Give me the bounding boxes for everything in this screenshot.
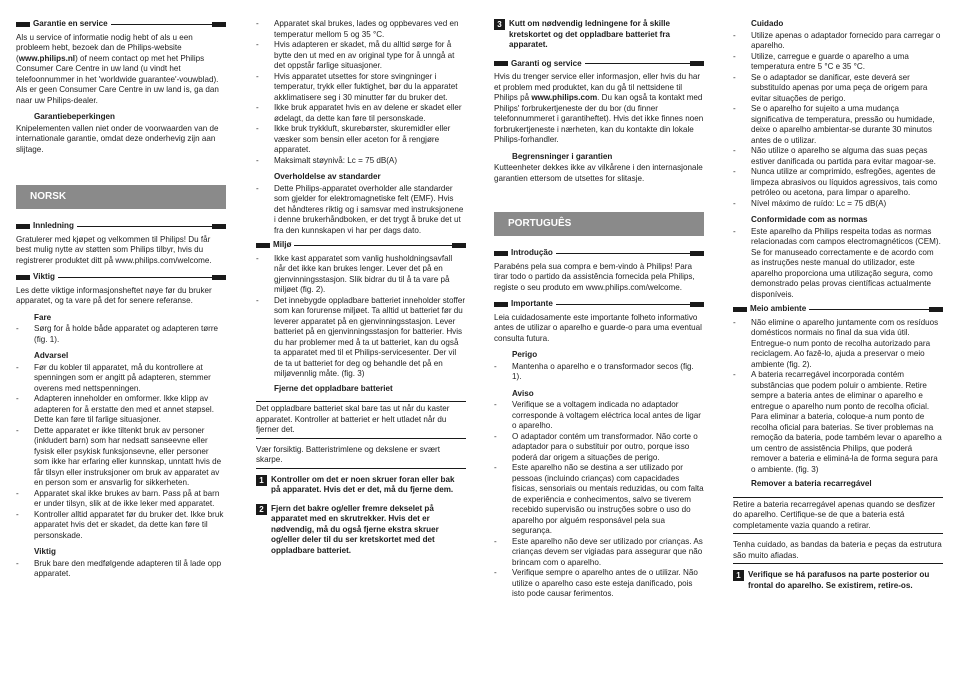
list-item: - Este aparelho não se destina a ser utilizado por pessoas (incluindo crianças) com capacidades físicas, sensoriais ou mentais reduzidas, ou com falta de experiência e conhecimentos, salvo se tiverem recebido supervisão ou instruções sobre o uso do aparelho por alguém responsável pela sua segurança. [494, 463, 704, 537]
list-item: - Não elimine o aparelho juntamente com os resíduos domésticos normais no final da sua vida útil. Entregue-o num ponto de recolha autorizado para reciclagem. Ao fazê-lo, ajuda a preservar o meio ambiente (fig. 2). [733, 318, 943, 371]
innledning-text: Gratulerer med kjøpet og velkommen til Philips! Du får best mulig nytte av støtten som Philips tilbyr, hvis du registrerer produktet ditt på www.philips.com/welcome. [16, 234, 212, 265]
section-heading [16, 221, 226, 232]
subheading-begrensninger: Begrensninger i garantien [512, 151, 613, 161]
garanti-text: Hvis du trenger service eller informasjon, eller hvis du har et problem med produktet, kan du gå til nettsidene til Philips på www.philips.com. Du kan også ta kontakt med Philips' forbrukertjeneste der du bor (du finner telefonnummeret i garantiheftet). Hvis det ikke finnes noen forbrukertjeneste i nærheten, kan du kontakte din lokale Philips-forhandler. [494, 72, 704, 144]
heading-introducao: Introdução [511, 248, 553, 257]
section-heading [16, 272, 226, 283]
subheading-garantiebeperkingen: Garantiebeperkingen [34, 112, 115, 121]
heading-innledning: Innledning [33, 221, 74, 230]
step-text: Kontroller om det er noen skruer foran eller bak på apparatet. Hvis det er det, må du fjerne dem. [271, 474, 455, 494]
list-item: - Ikke bruk apparatet hvis en av delene er skadet eller ødelagt, da dette kan føre til personskade. [256, 103, 466, 124]
caution-note: Tenha cuidado, as bandas da bateria e peças da estrutura são muito afiadas. [733, 540, 943, 564]
list-item: - Bruk bare den medfølgende adapteren til å lade opp apparatet. [16, 559, 226, 580]
list-item: - Nível máximo de ruído: Lc = 75 dB(A) [733, 199, 943, 210]
list-item: - Se o adaptador se danificar, este deverá ser substituído apenas por uma peça de origem para evitar situações de perigo. [733, 73, 943, 105]
meio-ambiente-list [733, 318, 943, 476]
warning-box: Retire a bateria recarregável apenas quando se desfizer do aparelho. Certifique-se de que a bateria está completamente vazia quando a retirar. [733, 497, 943, 535]
step-2 [256, 504, 466, 557]
list-item: - Ikke kast apparatet som vanlig husholdningsavfall når det ikke kan brukes lenger. Lever det på en gjenvinningsstasjon. Slik bidrar du til å ta vare på miljøet (fig. 2). [256, 254, 466, 296]
subheading-fjerne: Fjerne det oppladbare batteriet [274, 383, 393, 393]
heading-meio-ambiente: Meio ambiente [750, 304, 807, 313]
heading-garanti: Garanti og service [511, 58, 582, 68]
step-number: 1 [733, 570, 744, 581]
miljo-list [256, 254, 466, 380]
list-item: - Dette Philips-apparatet overholder alle standarder som gjelder for elektromagnetiske felt (EMF). Hvis det håndteres riktig og i samsvar med instruksjonene i denne brukerhåndboken, er det trygt å bruke det ut fra den kunnskapen vi har per dags dato. [256, 184, 466, 237]
section-heading [494, 59, 704, 70]
list-item: - Ikke bruk trykkluft, skurebørster, skuremidler eller væsker som bensin eller aceton for å rengjøre apparatet. [256, 124, 466, 156]
step-number: 1 [256, 475, 267, 486]
introducao-text: Parabéns pela sua compra e bem-vindo à Philips! Para tirar todo o partido da assistência fornecida pela Philips, registe o seu produto em www.philips.com/welcome. [494, 261, 695, 292]
heading-viktig: Viktig [33, 272, 55, 281]
step-text: Verifique se há parafusos na parte posterior ou frontal do aparelho. Se existirem, retire-os. [748, 570, 930, 590]
list-item: - Utilize apenas o adaptador fornecido para carregar o aparelho. [733, 31, 943, 52]
conformidade-list [733, 227, 943, 301]
column-3 [494, 19, 704, 604]
subheading-viktig: Viktig [34, 547, 56, 556]
list-item: - O adaptador contém um transformador. Não corte o adaptador para o substituir por outro, porque isso poderá dar origem a situações de perigo. [494, 432, 704, 464]
list-item: - Dette apparatet er ikke tiltenkt bruk av personer (inkludert barn) som har nedsatt sanseevne eller fysisk eller psykisk funksjonsevne, eller personer som ikke har erfaring eller kunnskap, unntatt hvis de får tilsyn eller instruksjoner om bruk av apparatet av en person som er ansvarlig for sikkerheten. [16, 426, 226, 489]
aviso-list [494, 400, 704, 600]
heading-miljo: Miljø [273, 240, 292, 249]
column-2 [256, 19, 466, 564]
list-item: - Utilize, carregue e guarde o aparelho a uma temperatura entre 5 °C e 35 °C. [733, 52, 943, 73]
standarder-list [256, 184, 466, 237]
list-item: - Apparatet skal ikke brukes av barn. Pass på at barn er under tilsyn, slik at de ikke leker med apparatet. [16, 489, 226, 510]
list-item: - Verifique se a voltagem indicada no adaptador corresponde à voltagem eléctrica local antes de ligar o aparelho. [494, 400, 704, 432]
subheading-advarsel: Advarsel [34, 351, 69, 360]
list-item: - Mantenha o aparelho e o transformador secos (fig. 1). [494, 362, 704, 383]
list-item: - Este aparelho não deve ser utilizado por crianças. As crianças devem ser vigiadas para assegurar que não brincam com o aparelho. [494, 537, 704, 569]
perigo-list [494, 362, 704, 383]
philips-url[interactable]: www.philips.com [531, 93, 598, 102]
section-heading [16, 19, 226, 30]
garantie-text: Als u service of informatie nodig hebt of als u een probleem hebt, bezoek dan de Philips-website (www.philips.nl) of neem contact op met het Philips Consumer Care Centre in uw land (u vindt het telefoonnummer in het 'worldwide guarantee'-vouwblad). Als er geen Consumer Care Centre in uw land is, ga dan naar uw Philips-dealer. [16, 32, 219, 105]
step-1 [256, 475, 466, 496]
subheading-remover: Remover a bateria recarregável [751, 479, 872, 488]
step-text: Fjern det bakre og/eller fremre dekselet på apparatet med en skrutrekker. Hvis det er nødvendig, må du også fjerne ekstra skruer og/eller deler til du ser kretskortet med det oppladbare batteriet. [271, 503, 439, 555]
step-text: Kutt om nødvendig ledningene for å skille kretskortet og det oppladbare batteriet fra apparatet. [509, 19, 671, 49]
subheading-standarder: Overholdelse av standarder [274, 172, 381, 181]
viktig-text: Les dette viktige informasjonsheftet nøye før du bruker apparatet, og ta vare på det for senere referanse. [16, 285, 212, 305]
subheading-perigo: Perigo [512, 350, 538, 359]
cuidado-list [733, 31, 943, 210]
list-item: - A bateria recarregável incorporada contém substâncias que podem poluir o ambiente. Retire sempre a bateria antes de eliminar o aparelho e entregue o aparelho num ponto de recolha oficial. Para eliminar a bateria, coloque-a num ponto de recolha oficial para baterias. Se tiver problemas na remoção da bateria, pode também levar o aparelho a um centro de assistência Philips, que poderá remover a bateria e eliminá-la de forma segura para o ambiente. (fig. 3) [733, 370, 943, 475]
list-item: - Não utilize o aparelho se alguma das suas peças estiver danificada ou partida para evitar magoar-se. [733, 146, 943, 167]
language-banner-norsk: NORSK [16, 185, 226, 209]
heading-importante: Importante [511, 299, 553, 308]
step-number: 2 [256, 504, 267, 515]
list-item: - Nunca utilize ar comprimido, esfregões, agentes de limpeza abrasivos ou líquidos agressivos, tais como petróleo ou acetona, para limpar o aparelho. [733, 167, 943, 199]
fare-list [16, 324, 226, 345]
section-heading [494, 248, 704, 259]
begrensninger-text: Kutteenheter dekkes ikke av vilkårene i den internasjonale garantien ettersom de utsettes for slitasje. [494, 163, 703, 183]
advarsel-list [16, 363, 226, 542]
list-item: - Hvis apparatet utsettes for store svingninger i temperatur, trykk eller fuktighet, bør du la apparatet akklimatisere seg i 30 minutter før du bruker det. [256, 72, 466, 104]
list-item: - Este aparelho da Philips respeita todas as normas relacionadas com campos electromagnéticos (CEM). Se for manuseado correctamente e de acordo com as instruções neste manual do utilizador, este aparelho proporciona uma utilização segura, como demonstrado pelas provas científicas actualmente disponíveis. [733, 227, 943, 301]
importante-text: Leia cuidadosamente este importante folheto informativo antes de utilizar o aparelho e guarde-o para uma eventual consulta futura. [494, 312, 702, 343]
section-heading [494, 299, 704, 310]
beperkingen-text: Knipelementen vallen niet onder de voorwaarden van de internationale garantie, omdat deze onderhevig zijn aan slijtage. [16, 123, 219, 154]
caution-note: Vær forsiktig. Batteristrimlene og dekslene er svært skarpe. [256, 445, 466, 469]
viktig-list [16, 559, 226, 580]
step-number: 3 [494, 19, 505, 30]
list-item: - Apparatet skal brukes, lades og oppbevares ved en temperatur mellom 5 og 35 °C. [256, 19, 466, 40]
subheading-aviso: Aviso [512, 388, 534, 398]
list-item: - Hvis adapteren er skadet, må du alltid sørge for å bytte den ut med en av original type for å unngå at det oppstår farlige situasjoner. [256, 40, 466, 72]
warning-box: Det oppladbare batteriet skal bare tas ut når du kaster apparatet. Kontroller at batteriet er helt utladet når du fjerner det. [256, 401, 466, 439]
subheading-fare: Fare [34, 312, 52, 322]
subheading-cuidado: Cuidado [751, 19, 784, 28]
heading-garantie: Garantie en service [33, 19, 108, 28]
philips-url[interactable]: www.philips.nl [18, 53, 76, 63]
subheading-conformidade: Conformidade com as normas [751, 215, 868, 224]
step-1 [733, 570, 943, 591]
list-item: - Maksimalt støynivå: Lc = 75 dB(A) [256, 156, 466, 167]
list-item: - Før du kobler til apparatet, må du kontrollere at spenningen som er angitt på adapteren, stemmer overens med nettspenningen. [16, 363, 226, 395]
list-item: - Det innebygde oppladbare batteriet inneholder stoffer som kan forurense miljøet. Ta alltid ut batteriet før du leverer apparatet på en gjenvinningsstasjon. Lever batteriet på en gjenvinningsstasjon for batterier. Hvis du har problemer med å ta ut batteriet, kan du også ta apparatet med til et Philips-servicesenter. Der vil de ta ut batteriet for deg og behandle det på en miljøvennlig måte. (fig. 3) [256, 296, 466, 380]
list-item: - Sørg for å holde både apparatet og adapteren tørre (fig. 1). [16, 324, 226, 345]
list-item: - Kontroller alltid apparatet før du bruker det. Ikke bruk apparatet hvis det er skadet, da dette kan føre til personskade. [16, 510, 226, 542]
column-1 [16, 19, 226, 584]
language-banner-portugues: PORTUGUÊS [494, 212, 704, 236]
column-4 [733, 19, 943, 599]
list-item: - Verifique sempre o aparelho antes de o utilizar. Não utilize o aparelho caso este esteja danificado, pois isto pode causar ferimentos. [494, 568, 704, 600]
section-heading [733, 304, 943, 315]
step-3 [494, 19, 704, 51]
safety-list [256, 19, 466, 166]
section-heading [256, 240, 466, 251]
list-item: - Se o aparelho for sujeito a uma mudança significativa de temperatura, pressão ou humidade, deixe o aparelho ambientar-se durante 30 minutos antes de o utilizar. [733, 104, 943, 146]
list-item: - Adapteren inneholder en omformer. Ikke klipp av adapteren for å erstatte den med et annet støpsel. Dette kan føre til farlige situasjoner. [16, 394, 226, 426]
